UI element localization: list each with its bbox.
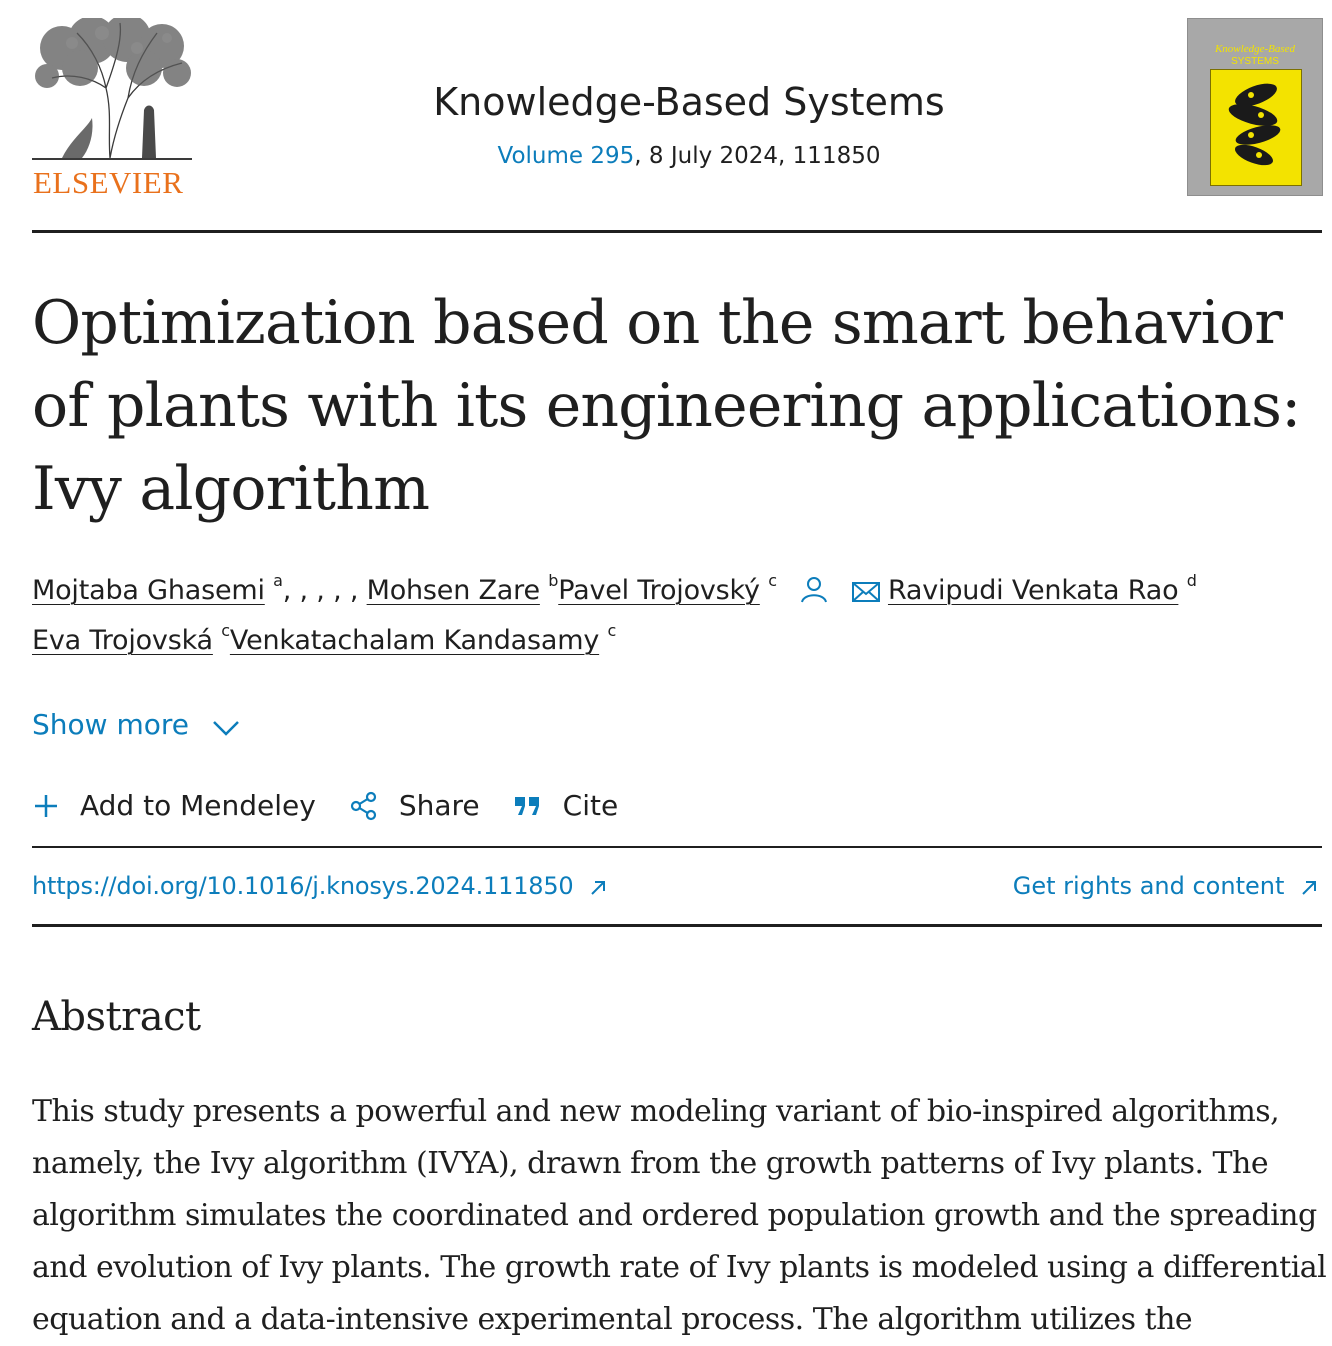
cover-subtitle: SYSTEMS	[1231, 56, 1279, 67]
mendeley-label: Add to Mendeley	[80, 789, 316, 822]
affiliation-marker[interactable]: c	[221, 621, 230, 640]
affiliation-marker[interactable]: b	[548, 571, 559, 590]
cover-art-icon	[1211, 70, 1301, 185]
affiliation-marker[interactable]: d	[1186, 571, 1197, 590]
journal-cover[interactable]	[1187, 18, 1323, 196]
cite-label: Cite	[562, 789, 619, 822]
author-separator: , , , , ,	[282, 575, 367, 606]
get-rights-link[interactable]	[1013, 872, 1318, 900]
author-link[interactable]: Eva Trojovská	[32, 625, 213, 656]
quote-icon	[513, 793, 543, 819]
share-icon	[349, 791, 379, 821]
author-list-line-2	[32, 621, 1322, 656]
volume-line	[0, 143, 1332, 169]
rights-text: Get rights and content	[1012, 872, 1285, 900]
add-to-mendeley-button[interactable]	[32, 789, 316, 822]
affiliation-marker[interactable]: c	[607, 621, 617, 640]
volume-link[interactable]: Volume 295	[497, 143, 635, 169]
person-icon[interactable]	[799, 575, 829, 610]
author-link[interactable]: Mojtaba Ghasemi	[32, 575, 265, 606]
doi-text: https://doi.org/10.1016/j.knosys.2024.111850	[32, 872, 574, 900]
author-list-line-1	[32, 571, 1322, 610]
article-title: Optimization based on the smart behavior of plants with its engineering applications: Ivy algorithm	[32, 288, 1301, 524]
elsevier-wordmark: ELSEVIER	[33, 165, 184, 200]
author-link[interactable]: Pavel Trojovský	[558, 575, 760, 606]
author-link[interactable]: Mohsen Zare	[366, 575, 540, 606]
abstract-heading: Abstract	[32, 994, 201, 1040]
doi-link[interactable]	[32, 872, 607, 900]
doi-divider	[32, 924, 1322, 927]
cover-title: Knowledge-Based	[1214, 43, 1296, 55]
external-link-icon	[1300, 879, 1318, 897]
share-label: Share	[398, 789, 480, 822]
cite-button[interactable]	[513, 789, 619, 822]
cover-art-panel	[1210, 69, 1302, 186]
show-more-button[interactable]	[32, 708, 240, 741]
email-icon[interactable]	[852, 579, 880, 610]
article-actions	[32, 789, 651, 822]
author-link[interactable]: Venkatachalam Kandasamy	[229, 625, 600, 656]
issue-date: , 8 July 2024, 111850	[634, 143, 881, 169]
affiliation-marker[interactable]: c	[768, 571, 777, 590]
show-more-label: Show more	[32, 708, 189, 741]
author-link[interactable]: Ravipudi Venkata Rao	[887, 575, 1179, 606]
share-button[interactable]	[349, 789, 480, 822]
abstract-text: This study presents a powerful and new modeling variant of bio-inspired algorithms, namely, the Ivy algorithm (IVYA), drawn from the growth patterns of Ivy plants. The algorithm simulates the coordinated and ordered population growth and the spreading and evolution of Ivy plants. The growth rate of Ivy plants is modeled using a differential equation and a data-intensive experimental process. The algorithm utilizes the	[32, 1094, 1327, 1337]
plus-icon	[32, 792, 60, 820]
journal-title[interactable]: Knowledge-Based Systems	[433, 80, 945, 124]
chevron-down-icon	[212, 719, 240, 737]
external-link-icon	[589, 879, 607, 897]
affiliation-marker[interactable]: a	[273, 571, 283, 590]
header-divider	[32, 230, 1322, 233]
actions-divider	[32, 846, 1322, 848]
